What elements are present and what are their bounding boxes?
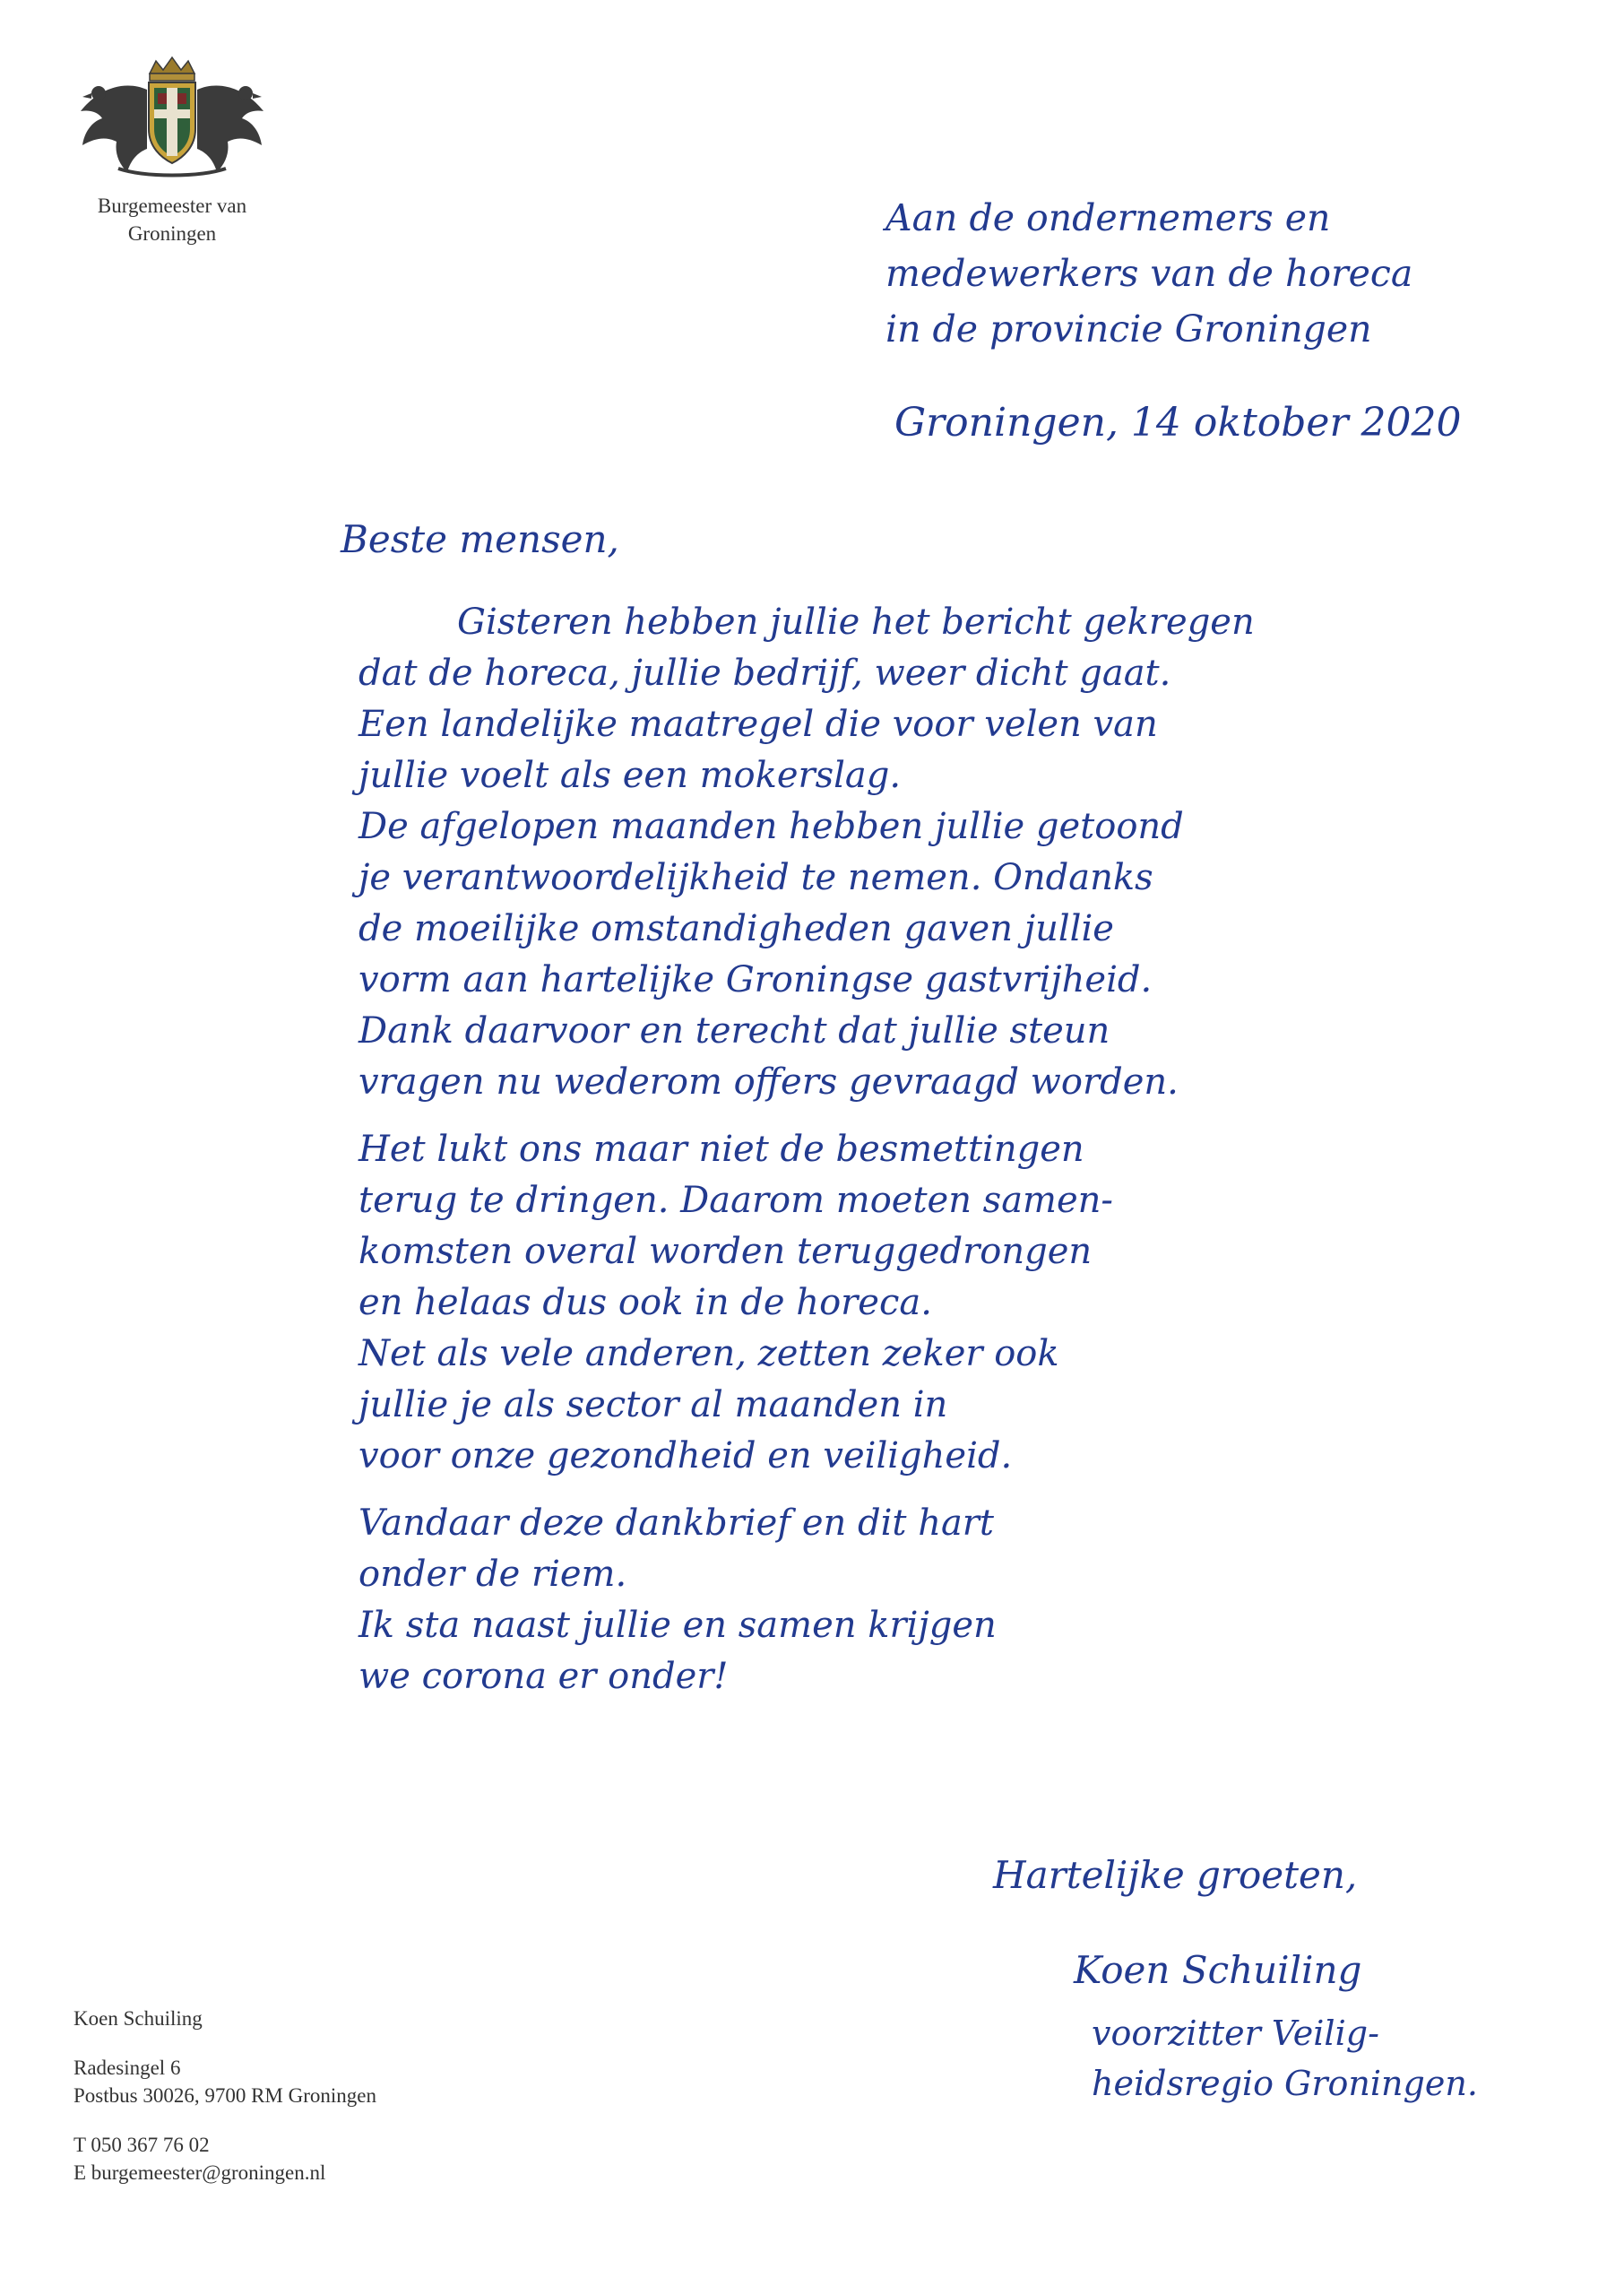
footer-address-2: Postbus 30026, 9700 RM Groningen [73, 2084, 376, 2107]
body-line: terug te dringen. Daarom moeten samen- [358, 1180, 1113, 1221]
office-title [54, 192, 290, 247]
body-line: Het lukt ons maar niet de besmettingen [358, 1129, 1084, 1170]
signature: Koen Schuiling [1074, 1948, 1362, 1992]
signer-title [1092, 2008, 1478, 2109]
body-line: jullie voelt als een mokerslag. [358, 755, 902, 796]
body-line: De afgelopen maanden hebben jullie getoond [358, 806, 1184, 847]
footer-phone: T 050 367 76 02 [73, 2134, 210, 2156]
salutation: Beste mensen, [341, 517, 619, 561]
letter-date: Groningen, 14 oktober 2020 [894, 400, 1462, 446]
addressee-block [885, 190, 1412, 357]
body-line: Net als vele anderen, zetten zeker ook [358, 1333, 1059, 1374]
footer-email: E burgemeester@groningen.nl [73, 2161, 326, 2184]
body-line: onder de riem. [358, 1554, 627, 1595]
body-line: Gisteren hebben jullie het bericht gekregen [457, 602, 1255, 643]
body-line: de moeilijke omstandigheden gaven jullie [358, 908, 1114, 949]
body-line: vorm aan hartelijke Groningse gastvrijheid. [358, 959, 1153, 1000]
office-line-2: Groningen [127, 222, 217, 245]
contact-block [73, 2005, 376, 2187]
addressee-line-3: in de provincie Groningen [885, 307, 1372, 351]
body-line: Vandaar deze dankbrief en dit hart [358, 1503, 995, 1544]
body-line: vragen nu wederom offers gevraagd worden. [358, 1061, 1179, 1103]
office-line-1: Burgemeester van [97, 195, 247, 217]
body-line: Dank daarvoor en terecht dat jullie steun [358, 1010, 1110, 1052]
addressee-line-1: Aan de ondernemers en [885, 196, 1331, 239]
body-line: voor onze gezondheid en veiligheid. [358, 1435, 1013, 1477]
letter-body [358, 597, 1255, 1702]
body-line: komsten overal worden teruggedrongen [358, 1231, 1093, 1272]
footer-name: Koen Schuiling [73, 2007, 203, 2030]
body-line: en helaas dus ook in de horeca. [358, 1282, 932, 1323]
footer-address-1: Radesingel 6 [73, 2057, 181, 2079]
closing-greeting: Hartelijke groeten, [993, 1853, 1358, 1897]
body-line: we corona er onder! [358, 1656, 729, 1697]
body-line: je verantwoordelijkheid te nemen. Ondanks [358, 857, 1153, 898]
signer-title-line-1: voorzitter Veilig- [1092, 2014, 1379, 2053]
signer-title-line-2: heidsregio Groningen. [1092, 2064, 1478, 2103]
addressee-line-2: medewerkers van de horeca [885, 252, 1413, 295]
coat-of-arms-icon [65, 54, 280, 179]
body-line: Een landelijke maatregel die voor velen van [358, 704, 1158, 745]
body-line: Ik sta naast jullie en samen krijgen [358, 1605, 997, 1646]
body-line: jullie je als sector al maanden in [358, 1384, 948, 1425]
body-line: dat de horeca, jullie bedrijf, weer dicht gaat. [358, 653, 1171, 694]
